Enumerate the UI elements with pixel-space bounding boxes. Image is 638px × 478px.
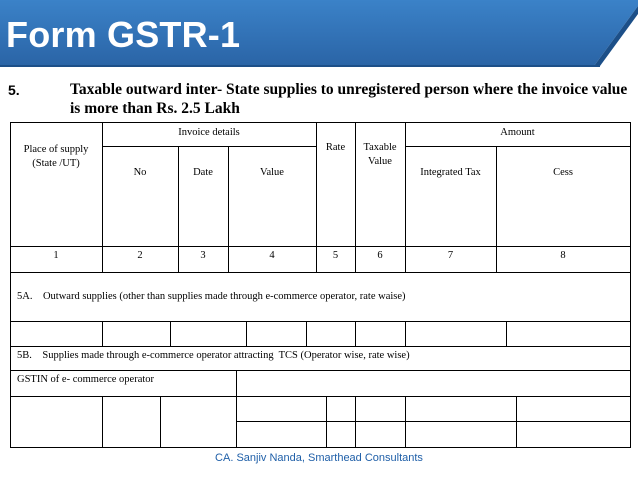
header-rate: Rate [325, 142, 346, 153]
header-invoice-details: Invoice details [178, 127, 240, 138]
col-number-6: 6 [377, 250, 383, 261]
header-state-ut: (State /UT) [32, 158, 80, 169]
gstin-label: GSTIN of e- commerce operator [17, 374, 155, 385]
header-taxable-value: Value [368, 156, 392, 167]
footer-credit: CA. Sanjiv Nanda, Smarthead Consultants [215, 452, 423, 464]
row-5b-label: 5B. Supplies made through e-commerce operator attracting TCS (Operator wise, rate wise) [17, 350, 410, 361]
row-5a-label: 5A. Outward supplies (other than supplies made through e-commerce operator, rate waise) [17, 291, 406, 302]
header-taxable: Taxable [363, 142, 397, 153]
section-number: 5. [8, 82, 20, 98]
col-number-8: 8 [560, 250, 566, 261]
page-title: Form GSTR-1 [6, 14, 241, 55]
col-number-4: 4 [269, 250, 275, 261]
header-integrated-tax: Integrated Tax [420, 167, 481, 178]
title-banner [0, 0, 638, 76]
col-number-3: 3 [200, 250, 206, 261]
header-place-of-supply: Place of supply [23, 144, 89, 155]
header-date: Date [193, 167, 213, 178]
col-number-1: 1 [53, 250, 59, 261]
header-amount: Amount [500, 127, 535, 138]
header-no: No [133, 167, 147, 178]
col-number-7: 7 [447, 250, 454, 261]
header-cess: Cess [553, 167, 573, 178]
header-value: Value [260, 167, 284, 178]
section-heading: Taxable outward inter- State supplies to unregistered person where the invoice value is more than Rs. 2.5 Lakh [70, 81, 628, 117]
col-number-2: 2 [137, 250, 143, 261]
col-number-5: 5 [332, 250, 339, 261]
